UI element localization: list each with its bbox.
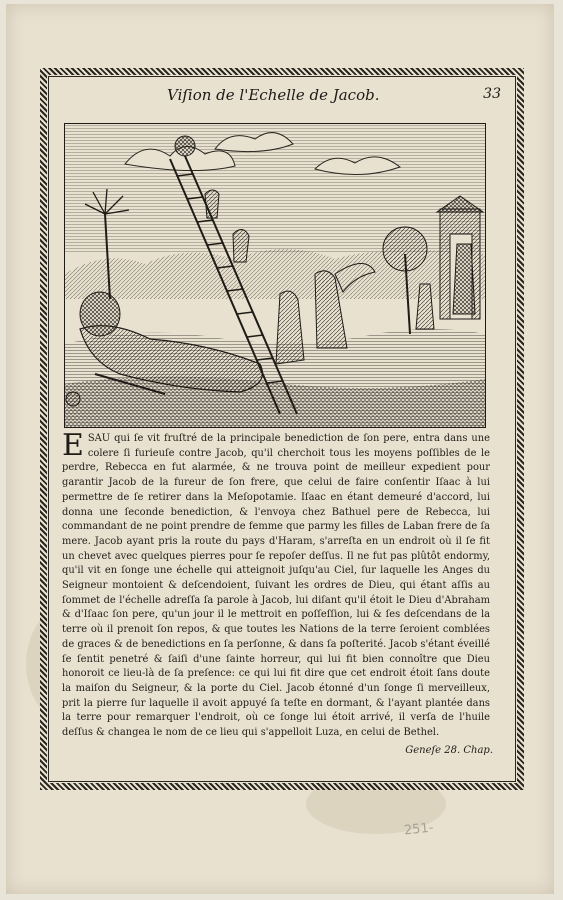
scripture-reference: Geneſe 28. Chap. — [405, 745, 493, 756]
body-paragraph: SAU qui ſe vit fruſtré de la principale benediction de ſon pere, entra dans une colere ſi furieuſe contre Jacob, qu'il cherchoit tous les moyens poſſibles de le perdre, Rebecca en fut alarmée, & ne trouva point de meilleur expedient pour garantir Jacob de la fureur de ſon frere, que celui de faire conſentir Iſaac à lui permettre de ſe retirer dans la Meſopotamie. Iſaac en étant demeuré d'accord, lui donna une ſeconde benediction, & l'envoya chez Bathuel pere de Rebecca, lui commandant de ne point prendre de femme que parmy les filles de Laban frere de ſa mere. Jacob ayant pris la route du pays d'Haram, s'arreſta en un endroit où il ſe fit un chevet avec quelques pierres pour ſe repoſer deſſus. Il ne fut pas plûtôt endormy, qu'il vit en ſonge une échelle qui atteignoit juſqu'au Ciel, ſur laquelle les Anges du Seigneur montoient & deſcendoient, ſuivant les ordres de Dieu, qui étant aſſis au ſommet de l'échelle adreſſa ſa parole à Jacob, lui diſant qu'il étoit le Dieu d'Abraham & d'Iſaac ſon pere, qu'un jour il le mettroit en poſſeſſion, lui & ſes deſcendans de la terre où il prenoit ſon repos, & que toutes les Nations de la terre ſeroient comblées de graces & de benedictions en ſa perſonne, & dans ſa poſterité. Jacob s'étant éveillé ſe ſentit penetré & ſaiſi d'une ſainte horreur, qui lui fit bien connoître que Dieu honoroit ce lieu-là de ſa preſence: ce qui lui fit dire que cet endroit étoit ſans doute la maiſon du Seigneur, & la porte du Ciel. Jacob étonné d'un ſonge ſi merveilleux, prit la pierre ſur laquelle il avoit appuyé ſa teſte en dormant, & l'ayant plantée dans la terre pour remarquer l'endroit, où ce ſonge lui étoit arrivé, il verſa de l'huile deſſus & changea le nom de ce lieu qui s'appelloit Luza, en celui de Bethel. — [62, 433, 490, 739]
page-number: 33 — [483, 86, 501, 102]
body-text — [62, 428, 490, 741]
pencil-annotation: 251- — [403, 820, 435, 839]
drop-cap: E — [62, 428, 84, 463]
woodcut-illustration — [64, 123, 486, 428]
running-head — [55, 84, 507, 108]
page-title: Viſion de l'Echelle de Jacob. — [167, 86, 380, 104]
